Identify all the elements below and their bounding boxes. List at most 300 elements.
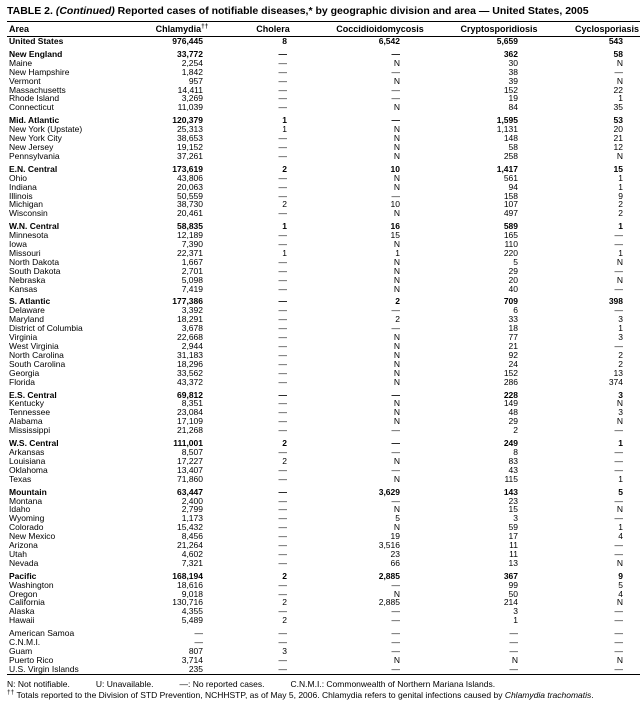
value-cell: 543	[608, 36, 623, 46]
value-cell: N	[393, 141, 400, 152]
value-cell: N	[393, 522, 400, 533]
area-cell: Nebraska	[9, 274, 46, 285]
value-cell: 10	[390, 199, 400, 210]
table-row	[7, 134, 640, 143]
value-cell: 2	[282, 615, 287, 626]
value-cell: —	[278, 367, 287, 378]
value-cell: —	[278, 376, 287, 387]
value-cell: —	[509, 646, 518, 656]
value-cell: —	[278, 464, 287, 475]
area-cell: New Jersey	[9, 141, 54, 152]
value-cell: 22	[613, 84, 623, 95]
value-cell: 43,806	[177, 172, 203, 183]
value-cell: N	[393, 416, 400, 427]
area-cell: Nevada	[9, 557, 39, 568]
value-cell: N	[616, 57, 623, 68]
value-cell: N	[393, 349, 400, 360]
area-cell: Mid. Atlantic	[9, 115, 60, 126]
value-cell: 214	[503, 597, 518, 608]
value-cell: 1	[618, 438, 623, 449]
value-cell: N	[393, 358, 400, 369]
value-cell: N	[393, 124, 400, 135]
table-row	[7, 351, 640, 360]
value-cell: N	[616, 274, 623, 285]
area-cell: Montana	[9, 495, 43, 506]
area-cell: Utah	[9, 548, 27, 559]
value-cell: —	[278, 314, 287, 325]
table-row	[7, 86, 640, 95]
area-cell: Mississippi	[9, 425, 51, 436]
value-cell: 7,419	[181, 283, 203, 294]
value-cell: 149	[503, 398, 518, 409]
area-cell: Arizona	[9, 540, 38, 551]
table-row	[7, 50, 640, 59]
value-cell: 11,039	[177, 102, 203, 113]
value-cell: —	[278, 283, 287, 294]
table-row	[7, 439, 640, 448]
value-cell: 2	[618, 208, 623, 219]
value-cell: —	[278, 208, 287, 219]
value-cell: 11	[509, 540, 518, 551]
value-cell: —	[509, 628, 518, 639]
value-cell: 398	[608, 296, 623, 307]
area-cell: Colorado	[9, 522, 44, 533]
value-cell: 2,254	[181, 57, 203, 68]
value-cell: N	[393, 332, 400, 343]
value-cell: —	[278, 513, 287, 524]
value-cell: 22,371	[177, 247, 203, 258]
value-cell: —	[278, 495, 287, 506]
table-row	[7, 143, 640, 152]
value-cell: 48	[508, 407, 518, 418]
value-cell: 17,109	[177, 416, 203, 427]
area-cell: Puerto Rico	[9, 654, 54, 665]
table-row	[7, 103, 640, 112]
value-cell: —	[278, 75, 287, 86]
area-cell: South Dakota	[9, 265, 61, 276]
area-cell: Alabama	[9, 416, 43, 427]
area-cell: District of Columbia	[9, 323, 83, 334]
value-cell: 29	[508, 265, 518, 276]
column-header: Area	[7, 22, 137, 37]
value-cell: 1,667	[181, 256, 203, 267]
area-cell: E.S. Central	[9, 389, 57, 400]
table-row	[7, 541, 640, 550]
value-cell: 4	[618, 531, 623, 542]
value-cell: 10	[390, 163, 400, 174]
value-cell: 71,860	[177, 473, 203, 484]
value-cell: 3,714	[181, 654, 203, 665]
value-cell: 1	[618, 172, 623, 183]
value-cell: 3	[513, 606, 518, 617]
footnote-dagger-text: Totals reported to the Division of STD Prevention, NCHHSTP, as of May 5, 2006. Chlamydia refers to genital infections caused by	[16, 689, 505, 700]
value-cell: N	[616, 256, 623, 267]
value-cell: 110	[504, 239, 518, 250]
value-cell: N	[393, 588, 400, 599]
value-cell: 53	[613, 115, 623, 126]
value-cell: —	[278, 637, 287, 648]
value-cell: N	[616, 504, 623, 515]
value-cell: 58	[508, 141, 518, 152]
area-cell: Mountain	[9, 486, 47, 497]
value-cell: 2	[282, 455, 287, 466]
value-cell: 13	[508, 557, 518, 568]
value-cell: 220	[503, 247, 518, 258]
value-cell: —	[278, 606, 287, 617]
value-cell: N	[393, 283, 400, 294]
value-cell: —	[278, 305, 287, 316]
value-cell: —	[614, 637, 623, 648]
value-cell: 709	[503, 296, 518, 307]
value-cell: 9	[618, 570, 623, 581]
value-cell: 1	[513, 615, 518, 626]
table-title-label: TABLE 2.	[7, 5, 53, 17]
value-cell: 957	[188, 75, 203, 86]
table-row	[7, 550, 640, 559]
value-cell: —	[614, 455, 623, 466]
value-cell: 152	[503, 367, 518, 378]
value-cell: —	[278, 341, 287, 351]
value-cell: 84	[508, 102, 518, 113]
value-cell: —	[278, 579, 287, 590]
table-row	[7, 590, 640, 599]
value-cell: —	[391, 305, 400, 316]
area-cell: Connecticut	[9, 102, 54, 113]
value-cell: —	[278, 93, 287, 104]
value-cell: —	[614, 446, 623, 457]
value-cell: 33,772	[177, 48, 203, 59]
table-row	[7, 342, 640, 351]
value-cell: 2,799	[181, 504, 203, 515]
value-cell: —	[278, 190, 287, 201]
table-row	[7, 629, 640, 638]
table-row	[7, 324, 640, 333]
value-cell: —	[509, 663, 518, 674]
area-cell: Massachusetts	[9, 84, 66, 95]
value-cell: —	[194, 628, 203, 639]
value-cell: 14,411	[177, 84, 203, 95]
value-cell: 111,001	[173, 438, 203, 449]
value-cell: 33,562	[177, 367, 203, 378]
value-cell: N	[393, 341, 400, 351]
value-cell: —	[278, 663, 287, 674]
value-cell: 29	[508, 416, 518, 427]
value-cell: —	[391, 115, 400, 126]
value-cell: —	[614, 464, 623, 475]
value-cell: 21	[613, 133, 623, 144]
value-cell: —	[278, 531, 287, 542]
value-cell: —	[278, 230, 287, 241]
value-cell: 12,189	[177, 230, 203, 241]
value-cell: 152	[503, 84, 518, 95]
value-cell: 35	[613, 102, 623, 113]
value-cell: —	[278, 332, 287, 343]
value-cell: 8	[282, 36, 287, 46]
area-cell: Rhode Island	[9, 93, 60, 104]
value-cell: 5	[618, 579, 623, 590]
value-cell: 25,313	[177, 124, 203, 135]
value-cell: 6,542	[378, 36, 400, 46]
value-cell: —	[391, 646, 400, 656]
value-cell: 3	[618, 389, 623, 400]
value-cell: 20	[508, 274, 518, 285]
value-cell: 77	[508, 332, 518, 343]
value-cell: 8,456	[181, 531, 203, 542]
area-cell: W.S. Central	[9, 438, 59, 449]
value-cell: N	[393, 102, 400, 113]
value-cell: 13	[613, 367, 623, 378]
value-cell: 22,668	[177, 332, 203, 343]
value-cell: 3	[282, 646, 287, 656]
value-cell: 1,417	[496, 163, 518, 174]
table-title	[7, 5, 633, 18]
table-row	[7, 559, 640, 568]
value-cell: N	[616, 557, 623, 568]
value-cell: —	[391, 323, 400, 334]
value-cell: 20,063	[177, 181, 203, 192]
value-cell: 21,264	[177, 540, 203, 551]
value-cell: 58	[613, 48, 623, 59]
table-row	[7, 165, 640, 174]
value-cell: —	[509, 637, 518, 648]
column-header: Coccidioidomycosis	[319, 22, 441, 37]
value-cell: —	[614, 305, 623, 316]
area-cell: Pennsylvania	[9, 150, 60, 161]
value-cell: 43	[508, 464, 518, 475]
value-cell: —	[278, 522, 287, 533]
dagger-symbol: ††	[7, 688, 15, 696]
table-row	[7, 68, 640, 77]
value-cell: 18,616	[177, 579, 203, 590]
value-cell: N	[616, 597, 623, 608]
table-row	[7, 297, 640, 306]
table-row	[7, 276, 640, 285]
table-row	[7, 607, 640, 616]
value-cell: —	[278, 102, 287, 113]
table-row	[7, 581, 640, 590]
value-cell: 1,842	[181, 66, 203, 77]
value-cell: —	[278, 548, 287, 559]
area-cell: Illinois	[9, 190, 33, 201]
footnote-legend-dash: —: No reported cases.	[179, 678, 265, 689]
footnotes	[7, 679, 633, 701]
area-cell: U.S. Virgin Islands	[9, 663, 79, 674]
value-cell: 15	[390, 230, 400, 241]
value-cell: 5,489	[181, 615, 203, 626]
footnote-dagger	[7, 690, 633, 701]
table-row	[7, 183, 640, 192]
value-cell: 40	[508, 283, 518, 294]
value-cell: —	[278, 486, 287, 497]
value-cell: 1	[282, 124, 287, 135]
table-row	[7, 647, 640, 656]
area-cell: New York (Upstate)	[9, 124, 83, 135]
value-cell: 2	[282, 199, 287, 210]
footnote-legend-u: U: Unavailable.	[95, 678, 154, 689]
footnote-dagger-italic: Chlamydia trachomatis	[504, 689, 592, 700]
table-row	[7, 505, 640, 514]
value-cell: 83	[508, 455, 518, 466]
table-row	[7, 333, 640, 342]
value-cell: N	[393, 473, 400, 484]
value-cell: 589	[503, 221, 518, 232]
value-cell: 5,098	[181, 274, 203, 285]
value-cell: 4	[618, 588, 623, 599]
value-cell: 31,183	[177, 349, 203, 360]
value-cell: —	[278, 407, 287, 418]
table-row	[7, 514, 640, 523]
value-cell: N	[616, 150, 623, 161]
value-cell: 148	[503, 133, 518, 144]
value-cell: 3	[618, 407, 623, 418]
table-row	[7, 360, 640, 369]
value-cell: 2,701	[181, 265, 203, 276]
value-cell: 158	[503, 190, 518, 201]
value-cell: N	[393, 504, 400, 515]
value-cell: 2,400	[181, 495, 203, 506]
value-cell: 13,407	[177, 464, 203, 475]
value-cell: —	[614, 341, 623, 351]
value-cell: N	[393, 455, 400, 466]
value-cell: —	[614, 66, 623, 77]
area-cell: Michigan	[9, 199, 44, 210]
table-row	[7, 315, 640, 324]
value-cell: 976,445	[172, 36, 203, 46]
value-cell: 92	[508, 349, 518, 360]
table-row	[7, 200, 640, 209]
table-header	[7, 22, 640, 37]
area-cell: Wisconsin	[9, 208, 48, 219]
area-cell: New England	[9, 48, 63, 59]
value-cell: 2	[282, 597, 287, 608]
value-cell: —	[614, 540, 623, 551]
table-row	[7, 616, 640, 625]
area-cell: California	[9, 597, 45, 608]
table-row	[7, 466, 640, 475]
area-cell: United States	[9, 36, 64, 46]
value-cell: 17,227	[177, 455, 203, 466]
value-cell: 69,812	[177, 389, 203, 400]
value-cell: —	[391, 615, 400, 626]
value-cell: 2	[282, 438, 287, 449]
value-cell: —	[391, 628, 400, 639]
value-cell: —	[278, 389, 287, 400]
value-cell: —	[278, 473, 287, 484]
value-cell: 4,602	[181, 548, 203, 559]
value-cell: 8,507	[181, 446, 203, 457]
notifiable-diseases-table	[7, 21, 640, 675]
value-cell: N	[393, 57, 400, 68]
value-cell: 33	[508, 314, 518, 325]
area-cell: Missouri	[9, 247, 41, 258]
value-cell: N	[393, 274, 400, 285]
value-cell: 2	[618, 199, 623, 210]
value-cell: 1	[618, 247, 623, 258]
value-cell: 2	[395, 296, 400, 307]
value-cell: 94	[508, 181, 518, 192]
table-row	[7, 125, 640, 134]
value-cell: —	[391, 579, 400, 590]
value-cell: —	[278, 540, 287, 551]
area-cell: Vermont	[9, 75, 41, 86]
area-cell: Texas	[9, 473, 32, 484]
value-cell: 8,351	[181, 398, 203, 409]
value-cell: 258	[503, 150, 518, 161]
value-cell: 3	[513, 513, 518, 524]
table-row	[7, 209, 640, 218]
value-cell: N	[393, 75, 400, 86]
value-cell: 2	[282, 163, 287, 174]
value-cell: —	[278, 256, 287, 267]
value-cell: —	[278, 48, 287, 59]
value-cell: 24	[508, 358, 518, 369]
value-cell: —	[391, 84, 400, 95]
value-cell: 20	[613, 124, 623, 135]
value-cell: N	[393, 407, 400, 418]
area-cell: New York City	[9, 133, 62, 144]
value-cell: 3,269	[181, 93, 203, 104]
value-cell: 63,447	[177, 486, 203, 497]
value-cell: 12	[613, 141, 623, 152]
area-cell: Florida	[9, 376, 35, 387]
value-cell: —	[278, 654, 287, 665]
value-cell: 249	[503, 438, 518, 449]
value-cell: —	[391, 425, 400, 436]
area-cell: American Samoa	[9, 628, 75, 639]
value-cell: N	[393, 654, 400, 665]
value-cell: 58,835	[177, 221, 203, 232]
value-cell: 20,461	[177, 208, 203, 219]
value-cell: 5	[618, 486, 623, 497]
value-cell: 168,194	[172, 570, 203, 581]
value-cell: —	[614, 606, 623, 617]
value-cell: 1	[618, 323, 623, 334]
value-cell: 1,595	[496, 115, 518, 126]
value-cell: 99	[508, 579, 518, 590]
value-cell: 38,653	[177, 133, 203, 144]
value-cell: 59	[508, 522, 518, 533]
area-cell: S. Atlantic	[9, 296, 51, 307]
value-cell: —	[391, 446, 400, 457]
value-cell: N	[393, 376, 400, 387]
value-cell: 23	[390, 548, 400, 559]
value-cell: 8	[513, 446, 518, 457]
value-cell: 1	[282, 247, 287, 258]
area-cell: C.N.M.I.	[9, 637, 41, 648]
value-cell: N	[393, 181, 400, 192]
value-cell: N	[393, 367, 400, 378]
value-cell: 5	[513, 256, 518, 267]
value-cell: —	[278, 416, 287, 427]
footnote-legend-cnmi: C.N.M.I.: Commonwealth of Northern Mariana Islands.	[290, 678, 496, 689]
value-cell: 30	[508, 57, 518, 68]
area-cell: Maryland	[9, 314, 44, 325]
area-cell: Washington	[9, 579, 54, 590]
area-cell: Indiana	[9, 181, 37, 192]
value-cell: 165	[503, 230, 518, 241]
value-cell: 3	[618, 314, 623, 325]
value-cell: —	[391, 663, 400, 674]
table-row	[7, 426, 640, 435]
area-cell: Pacific	[9, 570, 37, 581]
value-cell: —	[278, 274, 287, 285]
value-cell: N	[393, 172, 400, 183]
table-row	[7, 285, 640, 294]
value-cell: —	[278, 66, 287, 77]
value-cell: —	[391, 190, 400, 201]
value-cell: 38,730	[177, 199, 203, 210]
value-cell: —	[391, 389, 400, 400]
